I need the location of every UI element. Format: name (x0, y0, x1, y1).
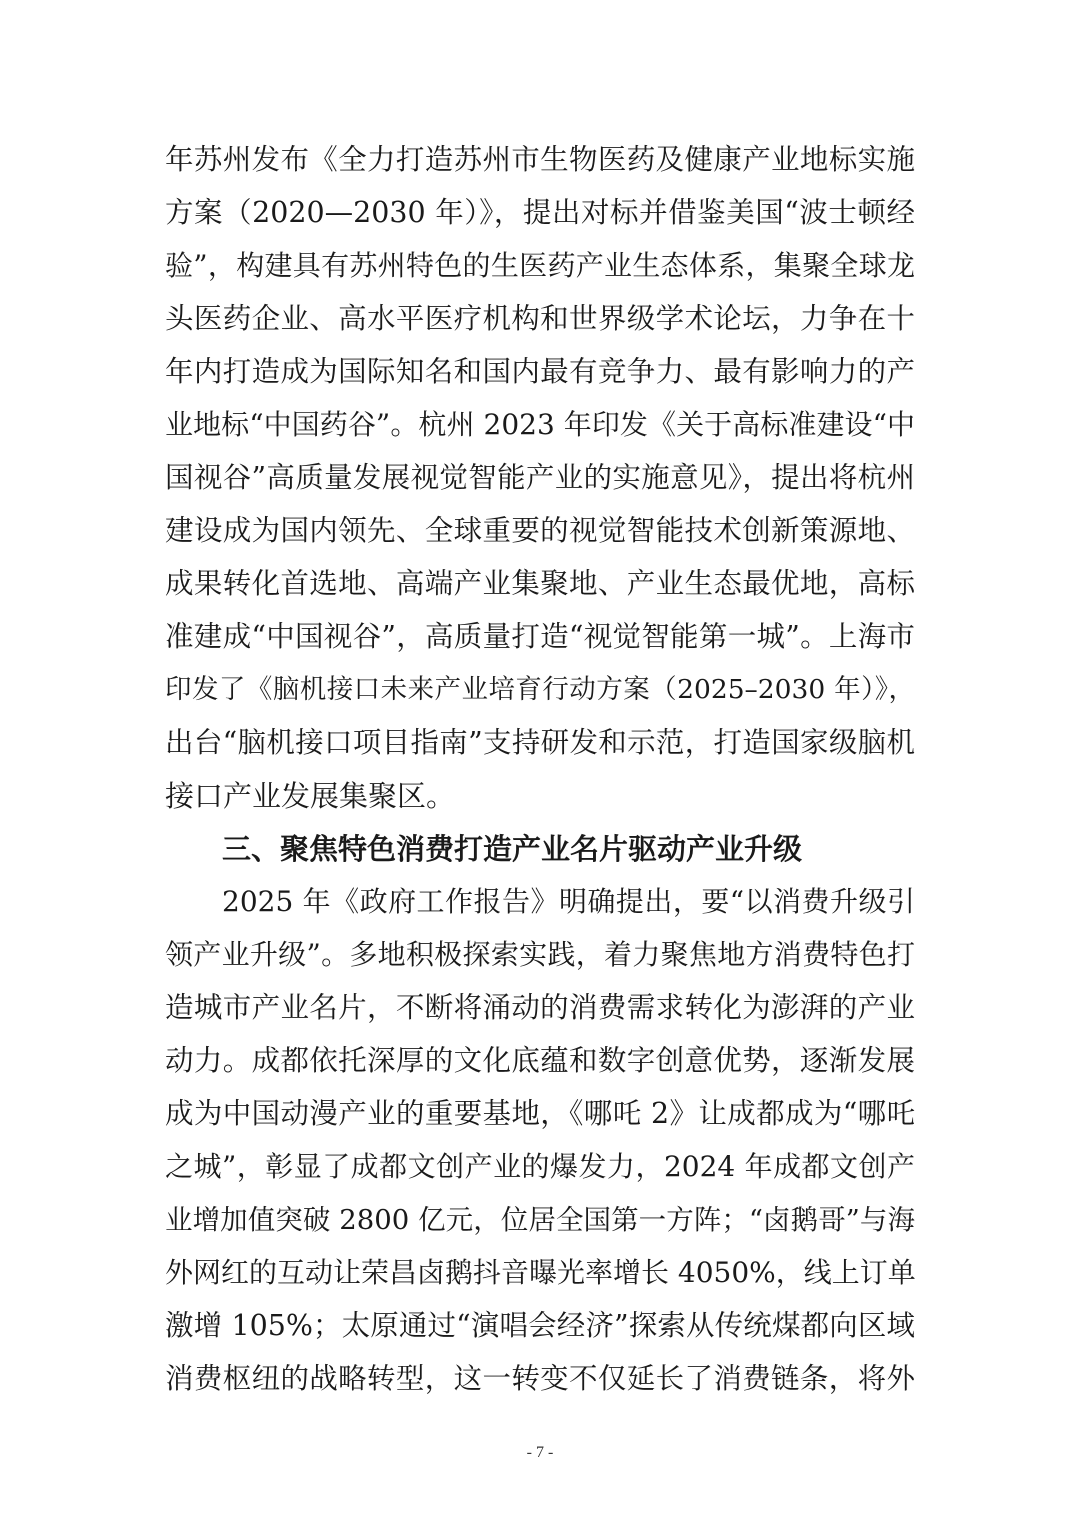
body-text-line: 成果转化首选地、高端产业集聚地、产业生态最优地，高标 (165, 567, 915, 600)
body-text-line: 验”，构建具有苏州特色的生医药产业生态体系，集聚全球龙 (165, 249, 915, 282)
body-text-line: 年苏州发布《全力打造苏州市生物医药及健康产业地标实施 (165, 143, 915, 176)
body-text-line: 年内打造成为国际知名和国内最有竞争力、最有影响力的产 (165, 355, 915, 388)
page-number: - 7 - (526, 1444, 554, 1461)
body-text-line: 激增 105%；太原通过“演唱会经济”探索从传统煤都向区域 (165, 1309, 915, 1342)
body-text-line: 接口产业发展集聚区。 (165, 779, 456, 813)
body-text-line: 国视谷”高质量发展视觉智能产业的实施意见》，提出将杭州 (165, 461, 915, 494)
section-heading: 三、聚焦特色消费打造产业名片驱动产业升级 (222, 832, 803, 866)
body-text-line: 动力。成都依托深厚的文化底蕴和数字创意优势，逐渐发展 (165, 1044, 915, 1077)
body-text-line: 建设成为国内领先、全球重要的视觉智能技术创新策源地、 (165, 514, 915, 547)
body-text-line: 印发了《脑机接口未来产业培育行动方案（2025–2030 年）》， (165, 674, 915, 705)
body-text-line: 方案（2020—2030 年）》，提出对标并借鉴美国“波士顿经 (165, 196, 915, 229)
body-text-line: 成为中国动漫产业的重要基地，《哪吒 2》让成都成为“哪吒 (165, 1097, 915, 1130)
body-text-line: 之城”，彰显了成都文创产业的爆发力，2024 年成都文创产 (165, 1150, 915, 1183)
body-text-line: 准建成“中国视谷”，高质量打造“视觉智能第一城”。上海市 (165, 620, 915, 653)
body-text-line: 业增加值突破 2800 亿元，位居全国第一方阵；“卤鹅哥”与海 (165, 1204, 915, 1236)
body-text-line: 出台“脑机接口项目指南”支持研发和示范，打造国家级脑机 (165, 726, 915, 759)
body-text-line: 业地标“中国药谷”。杭州 2023 年印发《关于高标准建设“中 (165, 408, 915, 441)
body-text-line: 2025 年《政府工作报告》明确提出，要“以消费升级引 (222, 885, 915, 918)
body-text-line: 头医药企业、高水平医疗机构和世界级学术论坛，力争在十 (165, 302, 915, 335)
body-text-line: 外网红的互动让荣昌卤鹅抖音曝光率增长 4050%，线上订单 (165, 1256, 916, 1289)
body-text-line: 领产业升级”。多地积极探索实践，着力聚焦地方消费特色打 (165, 938, 915, 971)
body-text-line: 造城市产业名片，不断将涌动的消费需求转化为澎湃的产业 (165, 991, 915, 1024)
body-text-line: 消费枢纽的战略转型，这一转变不仅延长了消费链条，将外 (165, 1362, 915, 1395)
